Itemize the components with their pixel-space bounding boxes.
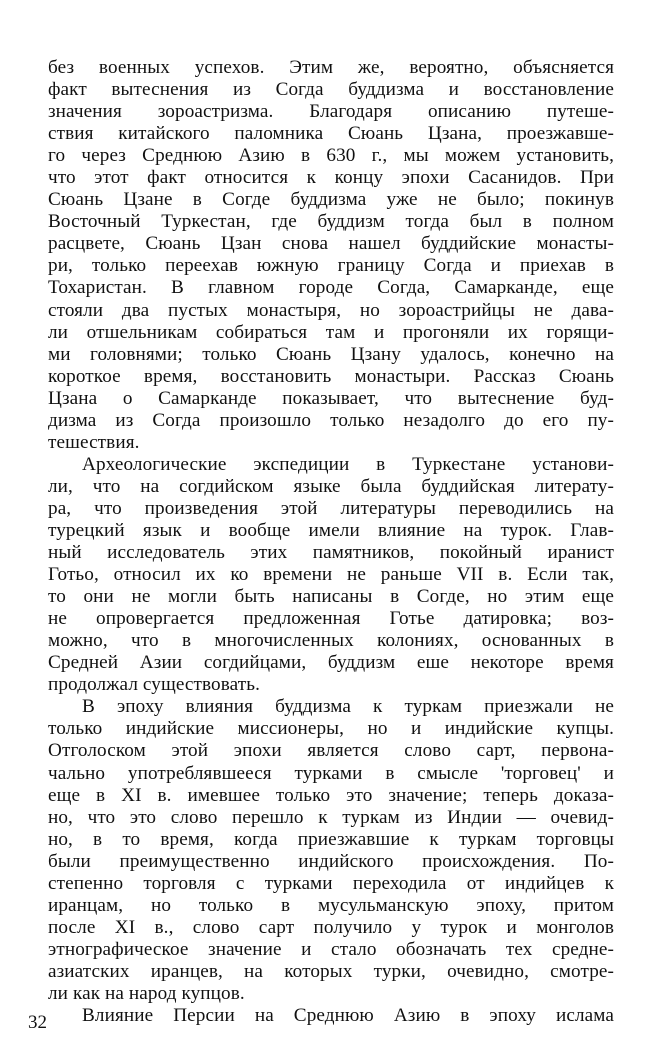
- text-line: Влияние Персии на Среднюю Азию в эпоху ислама: [82, 1005, 614, 1027]
- text-line: значения зороастризма. Благодаря описанию путеше-: [48, 101, 614, 123]
- text-line: что этот факт относится к концу эпохи Сасанидов. При: [48, 167, 614, 189]
- text-line: ри, только переехав южную границу Согда и приехав в: [48, 255, 614, 277]
- text-line: короткое время, восстановить монастыри. Рассказ Сюань: [48, 365, 614, 387]
- text-line: этнографическое значение и стало обозначать тех средне-: [48, 938, 614, 960]
- text-line: Средней Азии согдийцами, буддизм еше некоторе время: [48, 652, 614, 674]
- text-line: но, в то время, когда приезжавшие к туркам торговцы: [48, 828, 614, 850]
- text-line: Восточный Туркестан, где буддизм тогда был в полном: [48, 211, 614, 233]
- text-line: еще в XI в. имевшее только это значение; теперь доказа-: [48, 784, 614, 806]
- text-line: расцвете, Сюань Цзан снова нашел буддийские монасты-: [48, 233, 614, 255]
- text-line: стояли два пустых монастыря, но зороастрийцы не дава-: [48, 299, 614, 321]
- text-line: ли, что на согдийском языке была буддийская литерату-: [48, 475, 614, 497]
- text-line: азиатских иранцев, на которых турки, очевидно, смотре-: [48, 960, 614, 982]
- text-line: Сюань Цзане в Согде буддизма уже не было; покинув: [48, 189, 614, 211]
- text-line: только индийские миссионеры, но и индийские купцы.: [48, 718, 614, 740]
- text-line: то они не могли быть написаны в Согде, но этим еще: [48, 586, 614, 608]
- text-line: ствия китайского паломника Сюань Цзана, проезжавше-: [48, 123, 614, 145]
- text-line: можно, что в многочисленных колониях, основанных в: [48, 630, 614, 652]
- text-line: иранцам, но только в мусульманскую эпоху, притом: [48, 894, 614, 916]
- text-line: после XI в., слово сарт получило у турок и монголов: [48, 916, 614, 938]
- text-line: тешествия.: [48, 431, 140, 453]
- text-line: Отголоском этой эпохи является слово сарт, первона-: [48, 740, 614, 762]
- text-line: но, что это слово перешло к туркам из Индии — очевид-: [48, 806, 614, 828]
- text-line: дизма из Согда произошло только незадолго до его пу-: [48, 409, 614, 431]
- text-line: турецкий язык и вообще имели влияние на турок. Глав-: [48, 519, 614, 541]
- text-line: ра, что произведения этой литературы переводились на: [48, 497, 614, 519]
- text-line: Цзана о Самарканде показывает, что вытеснение буд-: [48, 387, 614, 409]
- text-line: Готьо, относил их ко времени не раньше VII в. Если так,: [48, 564, 614, 586]
- text-line: факт вытеснения из Согда буддизма и восстановление: [48, 79, 614, 101]
- text-line: степенно торговля с турками переходила от индийцев к: [48, 872, 614, 894]
- text-line: не опровергается предложенная Готье датировка; воз-: [48, 608, 614, 630]
- text-line: продолжал существовать.: [48, 674, 261, 696]
- text-line: ми головнями; только Сюань Цзану удалось, конечно на: [48, 343, 614, 365]
- text-line: Тохаристан. В главном городе Согда, Самарканде, еще: [48, 277, 614, 299]
- body-text: [48, 57, 614, 1027]
- text-line: ный исследователь этих памятников, покойный иранист: [48, 542, 614, 564]
- page-number: 32: [28, 1012, 47, 1033]
- text-line: ли отшельникам собираться там и прогоняли их горящи-: [48, 321, 614, 343]
- text-line: были преимущественно индийского происхождения. По-: [48, 850, 614, 872]
- text-line: го через Среднюю Азию в 630 г., мы можем установить,: [48, 145, 614, 167]
- text-line: В эпоху влияния буддизма к туркам приезжали не: [82, 696, 614, 718]
- text-line: Археологические экспедиции в Туркестане установи-: [82, 453, 614, 475]
- text-line: без военных успехов. Этим же, вероятно, объясняется: [48, 57, 614, 78]
- text-line: чально употреблявшееся турками в смысле 'торговец' и: [48, 762, 614, 784]
- text-line: ли как на народ купцов.: [48, 982, 245, 1004]
